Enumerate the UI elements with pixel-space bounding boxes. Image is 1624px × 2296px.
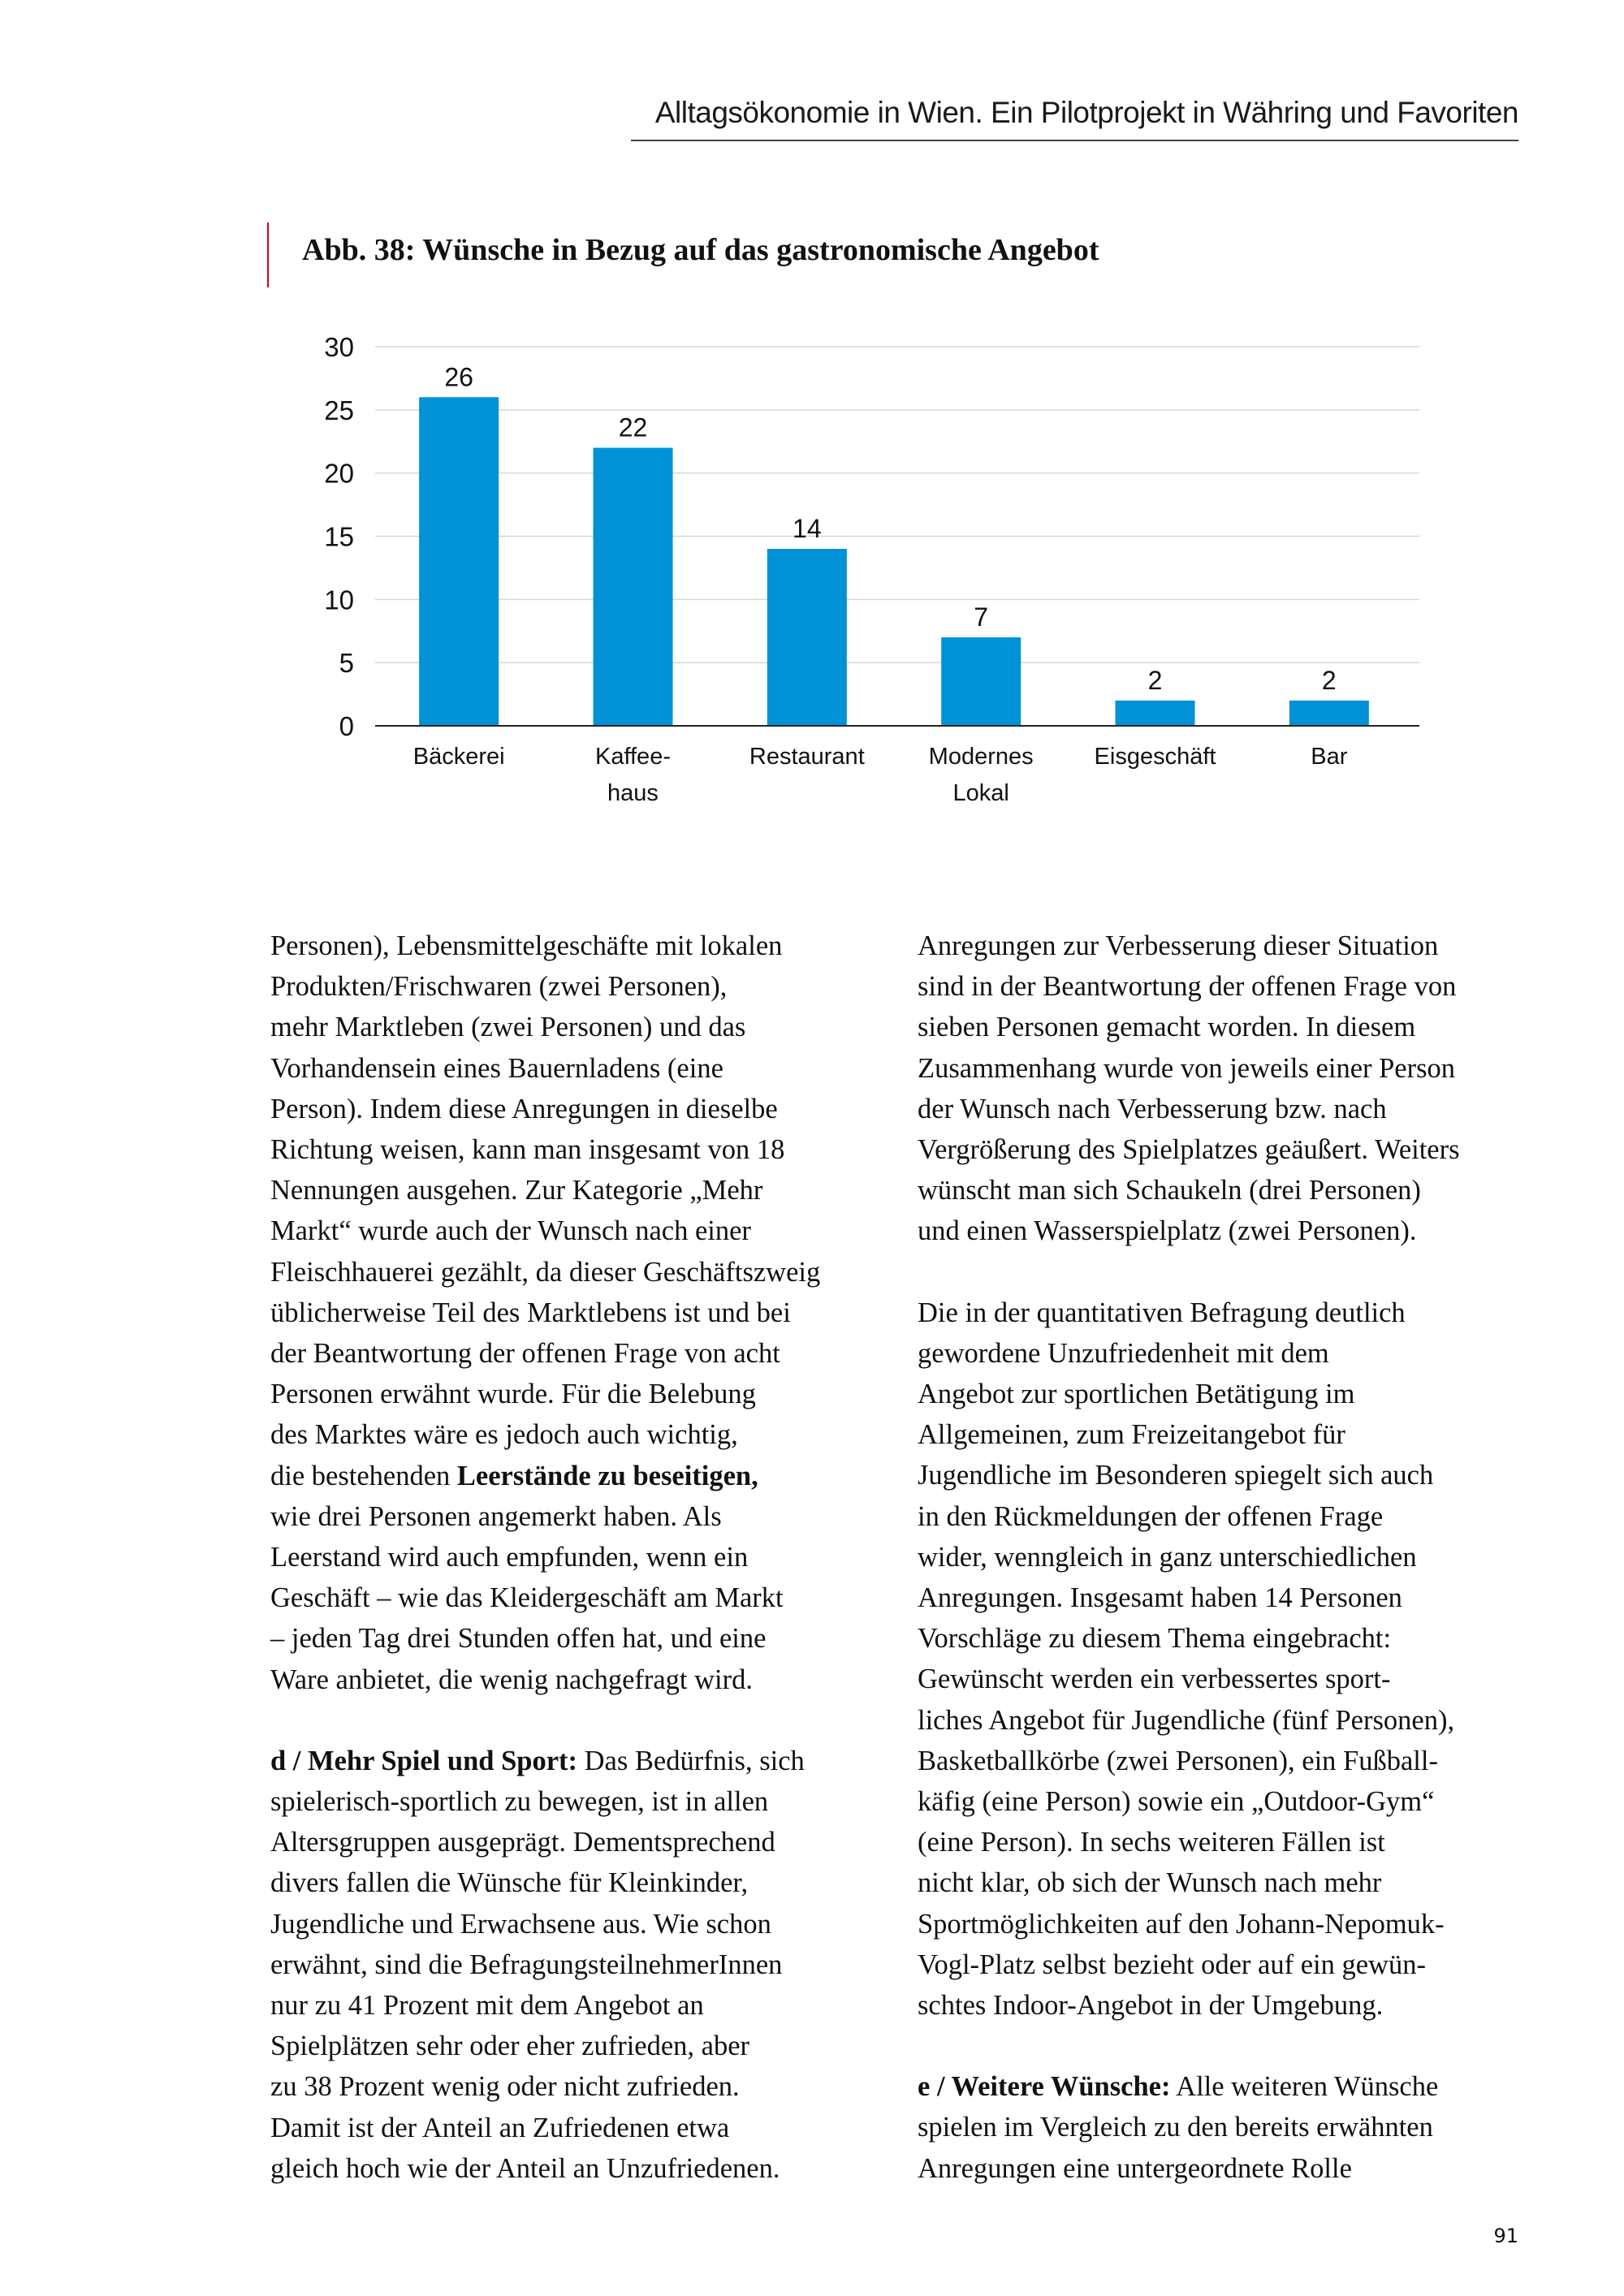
text-line: Nennungen ausgehen. Zur Kategorie „Mehr: [270, 1175, 763, 1206]
running-header: Alltagsökonomie in Wien. Ein Pilotprojekt in Währing und Favoriten: [654, 96, 1518, 129]
bar: [1116, 701, 1195, 726]
text-line: Jugendliche und Erwachsene aus. Wie schon: [270, 1908, 771, 1940]
text-line: nicht klar, ob sich der Wunsch nach mehr: [918, 1867, 1382, 1899]
x-category-label: [1095, 744, 1216, 770]
text-line: zu 38 Prozent wenig oder nicht zufrieden.: [270, 2071, 740, 2103]
section-heading-d: d / Mehr Spiel und Sport:: [270, 1745, 577, 1776]
text-line: des Marktes wäre es jedoch auch wichtig,: [270, 1419, 738, 1451]
text-line: üblicherweise Teil des Marktlebens ist und bei: [270, 1297, 791, 1328]
text-line: Spielplätzen sehr oder eher zufrieden, aber: [270, 2031, 750, 2062]
text-line: Geschäft – wie das Kleidergeschäft am Markt: [270, 1582, 784, 1614]
text-line: Sportmöglichkeiten auf den Johann-Nepomuk-: [918, 1908, 1445, 1940]
x-category-label-line: Bäckerei: [412, 744, 505, 770]
bar: [594, 448, 673, 726]
text-line: Angebot zur sportlichen Betätigung im: [918, 1379, 1355, 1410]
y-tick-label: 10: [324, 585, 354, 615]
bar: [941, 637, 1021, 726]
text-line: liches Angebot für Jugendliche (fünf Personen),: [918, 1704, 1455, 1736]
text-line: divers fallen die Wünsche für Kleinkinder,: [270, 1867, 749, 1899]
bar: [767, 549, 847, 726]
text-line: schtes Indoor-Angebot in der Umgebung.: [918, 1990, 1384, 2022]
text-line: gleich hoch wie der Anteil an Unzufriedenen.: [270, 2152, 780, 2184]
y-tick-label: 0: [339, 711, 354, 741]
x-category-label: [929, 744, 1034, 806]
text-line: Richtung weisen, kann man insgesamt von 18: [270, 1134, 785, 1166]
bar: [419, 397, 499, 726]
x-category-label: [749, 744, 865, 770]
page-number: 91: [1493, 2225, 1518, 2247]
y-tick-label: 25: [324, 395, 354, 425]
text-line: Ware anbietet, die wenig nachgefragt wird.: [270, 1664, 753, 1695]
text-line: Fleischhauerei gezählt, da dieser Geschäftszweig: [270, 1256, 821, 1288]
text-line: – jeden Tag drei Stunden offen hat, und eine: [270, 1623, 767, 1655]
bold-phrase: Leerstände zu beseitigen,: [456, 1460, 758, 1491]
text-line: Personen erwähnt wurde. Für die Belebung: [270, 1379, 756, 1410]
right-paragraph-3: [918, 2066, 1543, 2189]
text-line: spielerisch-sportlich zu bewegen, ist in allen: [270, 1786, 769, 1818]
x-category-label: [413, 744, 505, 770]
text-line: Produkten/Frischwaren (zwei Personen),: [270, 971, 728, 1003]
text-line: d / Mehr Spiel und Sport: Das Bedürfnis, sich: [270, 1745, 805, 1776]
header-rule: [631, 140, 1518, 141]
right-paragraph-1: [918, 926, 1543, 1252]
right-column: [918, 926, 1543, 2229]
left-paragraph-2: [270, 1741, 896, 2189]
text-line: Gewünscht werden ein verbessertes sport-: [918, 1664, 1391, 1695]
y-tick-label: 30: [324, 332, 354, 362]
text-line: Basketballkörbe (zwei Personen), ein Fußball-: [918, 1745, 1438, 1776]
text-line: Damit ist der Anteil an Zufriedenen etwa: [270, 2112, 730, 2143]
figure-marker-bar: [267, 222, 269, 287]
bar: [1289, 701, 1369, 726]
data-label: 2: [1147, 665, 1163, 695]
text-line: sind in der Beantwortung der offenen Frage von: [918, 971, 1457, 1003]
text-line: Allgemeinen, zum Freizeitangebot für: [918, 1419, 1345, 1451]
text-line: Personen), Lebensmittelgeschäfte mit lokalen: [270, 930, 783, 961]
x-category-label: [595, 744, 671, 806]
text-line: (eine Person). In sechs weiteren Fällen ist: [918, 1827, 1385, 1858]
text-line: käfig (eine Person) sowie ein „Outdoor-Gym“: [918, 1786, 1435, 1818]
text-line: nur zu 41 Prozent mit dem Angebot an: [270, 1990, 704, 2022]
x-category-label-line: Eisgeschäft: [1094, 744, 1216, 770]
text-line: spielen im Vergleich zu den bereits erwähnten: [918, 2112, 1433, 2143]
text-line: gewordene Unzufriedenheit mit dem: [918, 1337, 1329, 1369]
text-line: Die in der quantitativen Befragung deutlich: [918, 1297, 1406, 1328]
data-label: 14: [793, 514, 822, 544]
section-heading-e: e / Weitere Wünsche:: [918, 2071, 1171, 2103]
y-tick-label: 5: [339, 648, 354, 679]
text-line: Person). Indem diese Anregungen in dieselbe: [270, 1093, 778, 1124]
text-line: Anregungen eine untergeordnete Rolle: [918, 2152, 1352, 2184]
x-category-label-line: Modernes: [928, 744, 1034, 770]
text-line: Anregungen zur Verbesserung dieser Situation: [918, 930, 1439, 961]
data-label: 26: [444, 362, 473, 392]
x-category-label-line: Bar: [1311, 744, 1348, 770]
text-line: der Wunsch nach Verbesserung bzw. nach: [918, 1093, 1387, 1124]
text-line: in den Rückmeldungen der offenen Frage: [918, 1500, 1384, 1532]
right-paragraph-2: [918, 1293, 1543, 2026]
text-line: wünscht man sich Schaukeln (drei Personen): [918, 1175, 1421, 1206]
figure-title: Abb. 38: Wünsche in Bezug auf das gastronomische Angebot: [302, 233, 1099, 267]
text-line: und einen Wasserspielplatz (zwei Personen).: [918, 1215, 1417, 1247]
text-line: mehr Marktleben (zwei Personen) und das: [270, 1012, 746, 1043]
left-column: [270, 926, 896, 2229]
data-label: 22: [618, 412, 648, 442]
bar-chart: [292, 325, 1429, 828]
text-line: Vogl-Platz selbst bezieht oder auf ein gewün-: [918, 1949, 1426, 1980]
x-category-label-line: Kaffee-: [595, 744, 671, 770]
data-label: 7: [974, 602, 989, 632]
x-category-label: [1311, 744, 1347, 770]
text-line: die bestehenden Leerstände zu beseitigen,: [270, 1460, 758, 1491]
text-line: sieben Personen gemacht worden. In diesem: [918, 1012, 1416, 1043]
text-line: Jugendliche im Besonderen spiegelt sich auch: [918, 1460, 1434, 1491]
y-tick-label: 20: [324, 458, 354, 489]
text-line: Vorschläge zu diesem Thema eingebracht:: [918, 1623, 1392, 1655]
left-paragraph-1: [270, 926, 896, 1700]
text-line: Markt“ wurde auch der Wunsch nach einer: [270, 1215, 751, 1247]
x-category-label-line: Lokal: [952, 780, 1009, 806]
x-category-label-line: haus: [607, 780, 659, 806]
text-line: erwähnt, sind die BefragungsteilnehmerInnen: [270, 1949, 783, 1980]
text-line: Zusammenhang wurde von jeweils einer Person: [918, 1052, 1456, 1084]
text-line: Vergrößerung des Spielplatzes geäußert. Weiters: [918, 1134, 1460, 1166]
text-line: Leerstand wird auch empfunden, wenn ein: [270, 1542, 749, 1573]
y-tick-label: 15: [324, 521, 354, 552]
text-line: der Beantwortung der offenen Frage von acht: [270, 1338, 780, 1370]
text-line: Anregungen. Insgesamt haben 14 Personen: [918, 1582, 1402, 1614]
text-line: wider, wenngleich in ganz unterschiedlichen: [918, 1541, 1417, 1573]
text-line: e / Weitere Wünsche: Alle weiteren Wünsche: [918, 2071, 1439, 2103]
x-category-label-line: Restaurant: [749, 744, 865, 770]
text-line: wie drei Personen angemerkt haben. Als: [270, 1500, 722, 1532]
text-line: Altersgruppen ausgeprägt. Dementsprechend: [270, 1827, 775, 1858]
data-label: 2: [1321, 665, 1337, 695]
text-line: Vorhandensein eines Bauernladens (eine: [270, 1052, 723, 1084]
